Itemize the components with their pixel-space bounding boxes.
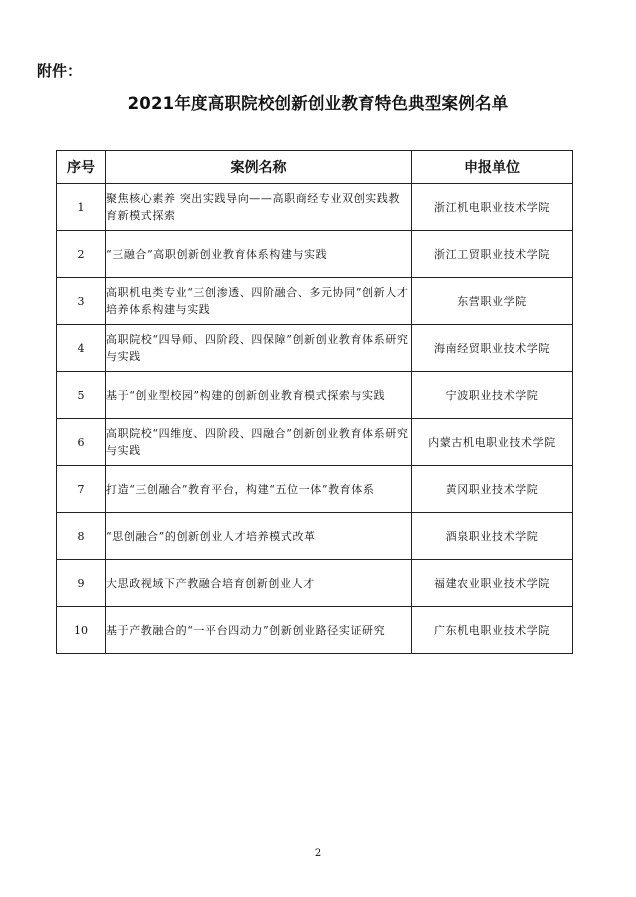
case-name-cell: “思创融合”的创新创业人才培养模式改革 [106, 513, 412, 560]
serial-number-cell: 6 [57, 419, 106, 466]
table-row [57, 607, 573, 654]
applicant-unit-cell: 浙江工贸职业技术学院 [412, 231, 573, 278]
attachment-label: 附件： [37, 62, 83, 80]
case-name-cell: 基于产教融合的“一平台四动力”创新创业路径实证研究 [106, 607, 412, 654]
table-row [57, 278, 573, 325]
applicant-unit-cell: 黄冈职业技术学院 [412, 466, 573, 513]
table-row [57, 513, 573, 560]
header-applicant-unit: 申报单位 [412, 151, 573, 184]
case-name-cell: 基于“创业型校园”构建的创新创业教育模式探索与实践 [106, 372, 412, 419]
serial-number-cell: 10 [57, 607, 106, 654]
case-name-cell: 聚焦核心素养 突出实践导向——高职商经专业双创实践教育新模式探索 [106, 184, 412, 231]
serial-number-cell: 8 [57, 513, 106, 560]
case-name-cell: 高职院校“四导师、四阶段、四保障”创新创业教育体系研究与实践 [106, 325, 412, 372]
serial-number-cell: 4 [57, 325, 106, 372]
case-name-cell: 大思政视域下产教融合培育创新创业人才 [106, 560, 412, 607]
table-row [57, 466, 573, 513]
applicant-unit-cell: 宁波职业技术学院 [412, 372, 573, 419]
serial-number-cell: 5 [57, 372, 106, 419]
table-row [57, 325, 573, 372]
serial-number-cell: 9 [57, 560, 106, 607]
applicant-unit-cell: 酒泉职业技术学院 [412, 513, 573, 560]
applicant-unit-cell: 广东机电职业技术学院 [412, 607, 573, 654]
applicant-unit-cell: 东营职业学院 [412, 278, 573, 325]
table-row [57, 184, 573, 231]
applicant-unit-cell: 浙江机电职业技术学院 [412, 184, 573, 231]
case-name-cell: 打造“三创融合”教育平台，构建“五位一体”教育体系 [106, 466, 412, 513]
header-serial-number: 序号 [57, 151, 106, 184]
serial-number-cell: 1 [57, 184, 106, 231]
applicant-unit-cell: 海南经贸职业技术学院 [412, 325, 573, 372]
applicant-unit-cell: 福建农业职业技术学院 [412, 560, 573, 607]
case-name-cell: 高职机电类专业“三创渗透、四阶融合、多元协同”创新人才培养体系构建与实践 [106, 278, 412, 325]
serial-number-cell: 2 [57, 231, 106, 278]
table-header-row [57, 151, 573, 184]
table-row [57, 231, 573, 278]
page-number: 2 [314, 848, 322, 859]
case-name-cell: “三融合”高职创新创业教育体系构建与实践 [106, 231, 412, 278]
header-case-name: 案例名称 [106, 151, 412, 184]
table-row [57, 419, 573, 466]
table-row [57, 372, 573, 419]
serial-number-cell: 3 [57, 278, 106, 325]
case-name-cell: 高职院校“四维度、四阶段、四融合”创新创业教育体系研究与实践 [106, 419, 412, 466]
applicant-unit-cell: 内蒙古机电职业技术学院 [412, 419, 573, 466]
table-row [57, 560, 573, 607]
case-list-table [56, 150, 573, 654]
serial-number-cell: 7 [57, 466, 106, 513]
document-title: 2021年度高职院校创新创业教育特色典型案例名单 [127, 94, 509, 113]
